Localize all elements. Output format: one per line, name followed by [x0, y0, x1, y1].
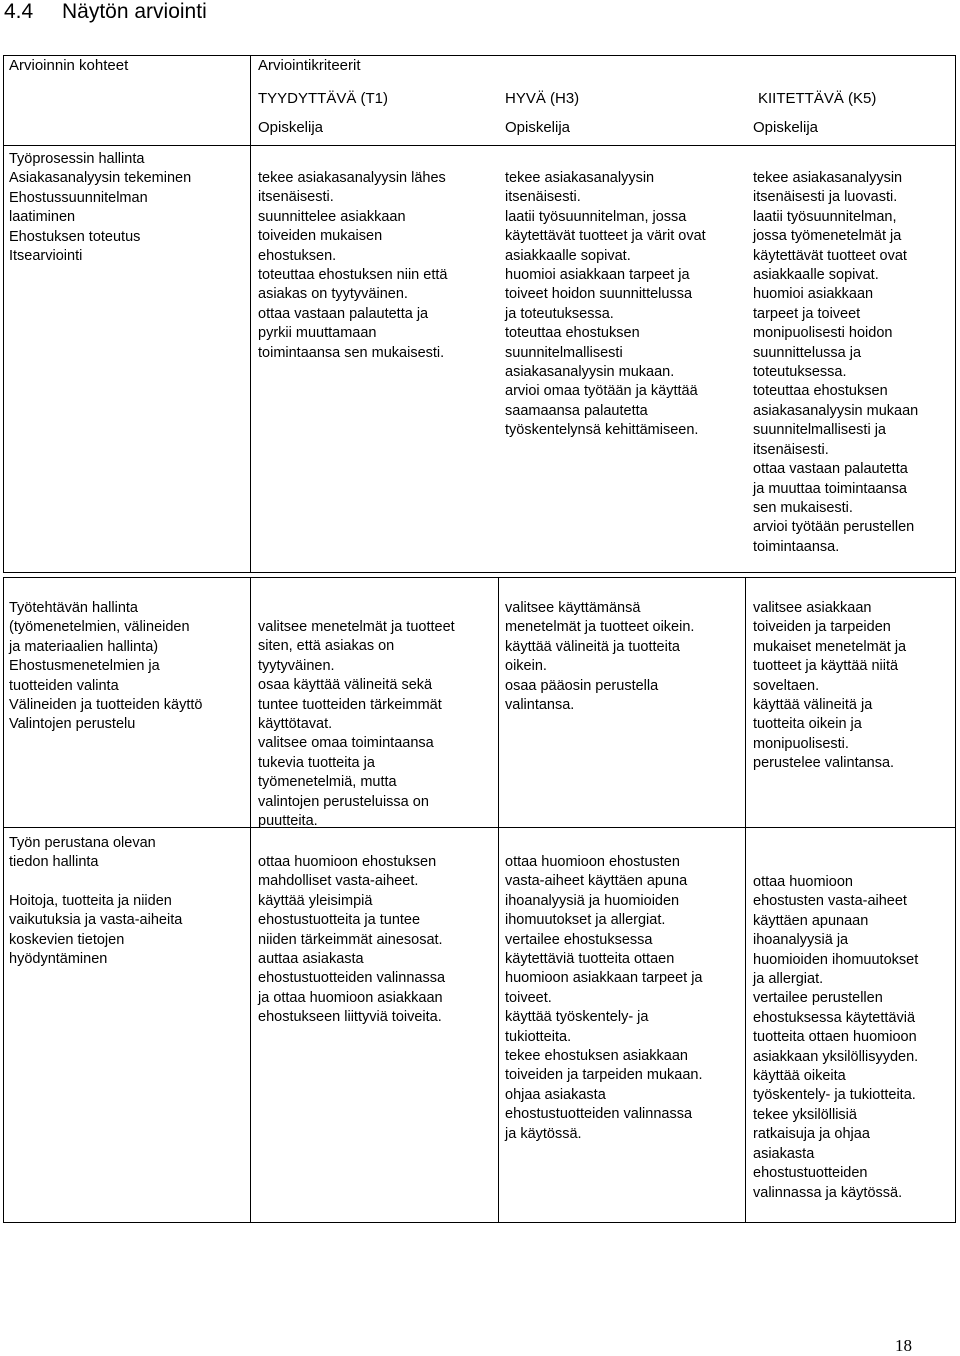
rule — [3, 577, 4, 1222]
criteria-line: niiden tärkeimmät ainesosat. — [258, 931, 443, 948]
criteria-line: suunnittelussa ja — [753, 344, 862, 361]
criteria-line: ihoanalyysiä ja huomioiden — [505, 892, 680, 909]
row2-target — [9, 599, 202, 735]
row1-k5 — [753, 169, 918, 557]
criteria-line: tarpeet ja toiveet — [753, 305, 861, 322]
criteria-line: ehostustuotteita ja tuntee — [258, 912, 421, 929]
criteria-line: arvioi omaa työtään ja käyttää — [505, 383, 698, 400]
criteria-line: valitsee menetelmät ja tuotteet — [258, 619, 455, 635]
criteria-line: tekee yksilöllisiä — [753, 1106, 857, 1123]
item-line: hyödyntäminen — [9, 951, 108, 968]
criteria-line: auttaa asiakasta — [258, 951, 364, 968]
header-level-h3: HYVÄ (H3) — [505, 90, 580, 107]
criteria-line: sen mukaisesti. — [753, 499, 853, 516]
criteria-line: asiakasta — [753, 1145, 815, 1162]
row2-h3 — [505, 599, 694, 715]
criteria-line: arvioi työtään perustellen — [753, 519, 915, 536]
criteria-line: tuotteita ottaen huomioon — [753, 1029, 917, 1046]
criteria-line: toiveet hoidon suunnittelussa — [505, 286, 693, 303]
criteria-line: valintojen perusteluissa on — [258, 793, 429, 810]
criteria-line: ottaa vastaan palautetta — [753, 461, 908, 478]
rule — [3, 577, 956, 578]
row2-k5 — [753, 599, 906, 774]
criteria-line: toiveet. — [505, 989, 552, 1006]
criteria-line: käyttää työskentely- ja — [505, 1009, 649, 1026]
criteria-line: toteuttaa ehostuksen — [753, 383, 888, 400]
criteria-line: käytettävät tuotteet ovat — [753, 247, 907, 264]
criteria-line: tuntee tuotteiden tärkeimmät — [258, 696, 442, 713]
criteria-line: käyttää oikeita — [753, 1068, 846, 1085]
criteria-line: asiakas on tyytyväinen. — [258, 286, 408, 303]
criteria-line: työmenetelmiä, mutta — [258, 774, 397, 791]
rule — [3, 1222, 956, 1223]
criteria-line: vertailee ehostuksessa — [505, 931, 653, 948]
criteria-line: vasta-aiheet käyttäen apuna — [505, 873, 688, 890]
criteria-line: osaa käyttää välineitä sekä — [258, 677, 433, 694]
item-line: laatiminen — [9, 209, 76, 226]
item-line: Valintojen perustelu — [9, 716, 136, 733]
criteria-line: käytettävät tuotteet ja värit ovat — [505, 228, 706, 245]
rule — [3, 145, 956, 146]
row1-t1 — [258, 169, 447, 363]
header-targets: Arvioinnin kohteet — [9, 57, 129, 74]
criteria-line: käyttötavat. — [258, 716, 333, 733]
item-line: Ehostuksen toteutus — [9, 228, 141, 245]
row3-k5 — [753, 873, 918, 1203]
row3-h3 — [505, 853, 703, 1144]
criteria-line: ehostusten vasta-aiheet — [753, 893, 907, 910]
item-line: Hoitoja, tuotteita ja niiden — [9, 892, 172, 909]
criteria-line: toteuttaa ehostuksen niin että — [258, 267, 448, 284]
topic-line: ja materiaalien hallinta) — [9, 638, 159, 655]
criteria-line: valitsee asiakkaan — [753, 600, 872, 616]
criteria-line: perustelee valintansa. — [753, 755, 895, 772]
criteria-line: tuotteet ja käyttää niitä — [753, 658, 899, 675]
criteria-line: ehostustuotteiden valinnassa — [258, 970, 446, 987]
criteria-line: toimintaansa sen mukaisesti. — [258, 344, 445, 361]
section-number: 4.4 — [4, 0, 34, 23]
criteria-line: suunnittelee asiakkaan — [258, 208, 406, 225]
header-criteria: Arviointikriteerit — [258, 57, 361, 74]
criteria-line: toimintaansa. — [753, 538, 840, 555]
criteria-line: laatii työsuunnitelman, — [753, 208, 897, 225]
item-line: vaikutuksia ja vasta-aiheita — [9, 912, 183, 929]
header-level-t1: TYYDYTTÄVÄ (T1) — [258, 90, 389, 107]
criteria-line: ihoanalyysiä ja — [753, 932, 849, 949]
criteria-line: asiakkaalle sopivat. — [753, 267, 879, 284]
criteria-line: ihomuutokset ja allergiat. — [505, 912, 666, 929]
criteria-line: ehostustuotteiden — [753, 1165, 868, 1182]
criteria-line: soveltaen. — [753, 677, 820, 694]
rule — [3, 55, 4, 572]
criteria-line: suunnitelmallisesti — [505, 344, 623, 361]
rule — [955, 577, 956, 1222]
criteria-line: pyrkii muuttamaan — [258, 325, 377, 342]
item-line: Asiakasanalyysin tekeminen — [9, 170, 192, 187]
criteria-line: toteuttaa ehostuksen — [505, 325, 640, 342]
topic-line: Työn perustana olevan — [9, 835, 156, 851]
criteria-line: tekee ehostuksen asiakkaan — [505, 1048, 688, 1065]
page-number: 18 — [895, 1336, 912, 1355]
item-line: Ehostussuunnitelman — [9, 189, 148, 206]
criteria-line: huomioon asiakkaan tarpeet ja — [505, 970, 703, 987]
criteria-line: ehostuksessa käytettäviä — [753, 1009, 916, 1026]
row1-h3 — [505, 169, 706, 441]
criteria-line: tekee asiakasanalyysin — [505, 170, 655, 186]
criteria-line: ja ottaa huomioon asiakkaan — [258, 989, 443, 1006]
topic-line: Työtehtävän hallinta — [9, 600, 138, 616]
criteria-line: valintansa. — [505, 697, 575, 714]
item-line: tuotteiden valinta — [9, 677, 119, 694]
criteria-line: ja allergiat. — [753, 971, 824, 988]
row2-t1 — [258, 618, 455, 831]
criteria-line: itsenäisesti. — [753, 441, 829, 458]
criteria-line: oikein. — [505, 658, 547, 675]
criteria-line: valitsee omaa toimintaansa — [258, 735, 434, 752]
criteria-line: ottaa vastaan palautetta ja — [258, 305, 429, 322]
criteria-line: työskentelynsä kehittämiseen. — [505, 422, 699, 439]
criteria-line: tukiotteita. — [505, 1028, 572, 1045]
row3-target — [9, 834, 182, 969]
section-heading — [4, 0, 207, 24]
criteria-line: tyytyväinen. — [258, 657, 335, 674]
row1-target — [9, 150, 191, 266]
criteria-line: käytettäviä tuotteita ottaen — [505, 951, 675, 968]
criteria-line: käyttää välineitä ja tuotteita — [505, 638, 680, 655]
criteria-line: menetelmät ja tuotteet oikein. — [505, 619, 695, 636]
criteria-line: itsenäisesti. — [505, 189, 581, 206]
header-subject-t1: Opiskelija — [258, 119, 324, 136]
topic-line: (työmenetelmien, välineiden — [9, 619, 190, 636]
criteria-line: mahdolliset vasta-aiheet. — [258, 873, 419, 890]
header-subject-h3: Opiskelija — [505, 119, 571, 136]
criteria-line: ehostustuotteiden valinnassa — [505, 1106, 693, 1123]
criteria-line: toteutuksessa. — [753, 364, 847, 381]
criteria-line: ehostukseen liittyviä toiveita. — [258, 1009, 442, 1026]
criteria-line: siten, että asiakas on — [258, 638, 395, 655]
row3-t1 — [258, 853, 445, 1028]
criteria-line: ottaa huomioon — [753, 874, 853, 890]
criteria-line: ohjaa asiakasta — [505, 1086, 606, 1103]
criteria-line: tukevia tuotteita ja — [258, 754, 375, 771]
criteria-line: asiakasanalyysin mukaan — [753, 402, 919, 419]
criteria-line: ottaa huomioon ehostusten — [505, 854, 680, 870]
criteria-line: käyttää yleisimpiä — [258, 892, 373, 909]
criteria-line: huomioi asiakkaan — [753, 286, 874, 303]
criteria-line: puutteita. — [258, 813, 318, 830]
criteria-line: toiveiden ja tarpeiden — [753, 619, 891, 636]
criteria-line: mukaiset menetelmät ja — [753, 638, 907, 655]
criteria-line: jossa työmenetelmät ja — [753, 228, 902, 245]
criteria-line: itsenäisesti. — [258, 189, 334, 206]
topic-line: tiedon hallinta — [9, 854, 99, 871]
item-line: Ehostusmenetelmien ja — [9, 658, 160, 675]
criteria-line: käyttää välineitä ja — [753, 697, 873, 714]
criteria-line: saamaansa palautetta — [505, 402, 648, 419]
rule — [250, 55, 251, 572]
topic-line: Työprosessin hallinta — [9, 151, 145, 167]
criteria-line: laatii työsuunnitelman, jossa — [505, 208, 687, 225]
item-line: Itsearviointi — [9, 248, 83, 265]
criteria-line: toiveiden mukaisen — [258, 228, 383, 245]
criteria-line: työskentely- ja tukiotteita. — [753, 1087, 916, 1104]
criteria-line: vertailee perustellen — [753, 990, 883, 1007]
criteria-line: tekee asiakasanalyysin lähes — [258, 170, 446, 186]
header-subject-k5: Opiskelija — [753, 119, 819, 136]
criteria-line: suunnitelmallisesti ja — [753, 422, 886, 439]
criteria-line: asiakasanalyysin mukaan. — [505, 364, 675, 381]
criteria-line: monipuolisesti. — [753, 735, 849, 752]
criteria-line: ja muuttaa toimintaansa — [753, 480, 907, 497]
criteria-line: ja toteutuksessa. — [505, 305, 614, 322]
section-title: Näytön arviointi — [62, 0, 207, 23]
rule — [3, 572, 956, 573]
criteria-line: toiveiden ja tarpeiden mukaan. — [505, 1067, 703, 1084]
item-line: koskevien tietojen — [9, 931, 125, 948]
criteria-line: huomioi asiakkaan tarpeet ja — [505, 267, 690, 284]
criteria-line: valitsee käyttämänsä — [505, 600, 641, 616]
criteria-line: asiakkaalle sopivat. — [505, 247, 631, 264]
criteria-line: asiakkaan yksilöllisyyden. — [753, 1048, 919, 1065]
criteria-line: huomioiden ihomuutokset — [753, 951, 919, 968]
criteria-line: monipuolisesti hoidon — [753, 325, 893, 342]
rule — [745, 577, 746, 1222]
rule — [955, 55, 956, 572]
rule — [498, 577, 499, 1222]
criteria-line: ehostuksen. — [258, 247, 337, 264]
item-line: Välineiden ja tuotteiden käyttö — [9, 697, 203, 714]
rule — [3, 55, 956, 56]
rule — [3, 827, 956, 828]
rule — [250, 577, 251, 1222]
criteria-line: ottaa huomioon ehostuksen — [258, 854, 437, 870]
criteria-line: itsenäisesti ja luovasti. — [753, 189, 898, 206]
criteria-line: valinnassa ja käytössä. — [753, 1184, 903, 1201]
criteria-line: ja käytössä. — [505, 1125, 582, 1142]
criteria-line: tekee asiakasanalyysin — [753, 170, 903, 186]
criteria-line: osaa pääosin perustella — [505, 677, 659, 694]
header-level-k5: KIITETTÄVÄ (K5) — [758, 90, 877, 107]
criteria-line: ratkaisuja ja ohjaa — [753, 1126, 870, 1143]
criteria-line: käyttäen apunaan — [753, 912, 869, 929]
spacer — [9, 873, 182, 892]
criteria-line: tuotteita oikein ja — [753, 716, 862, 733]
